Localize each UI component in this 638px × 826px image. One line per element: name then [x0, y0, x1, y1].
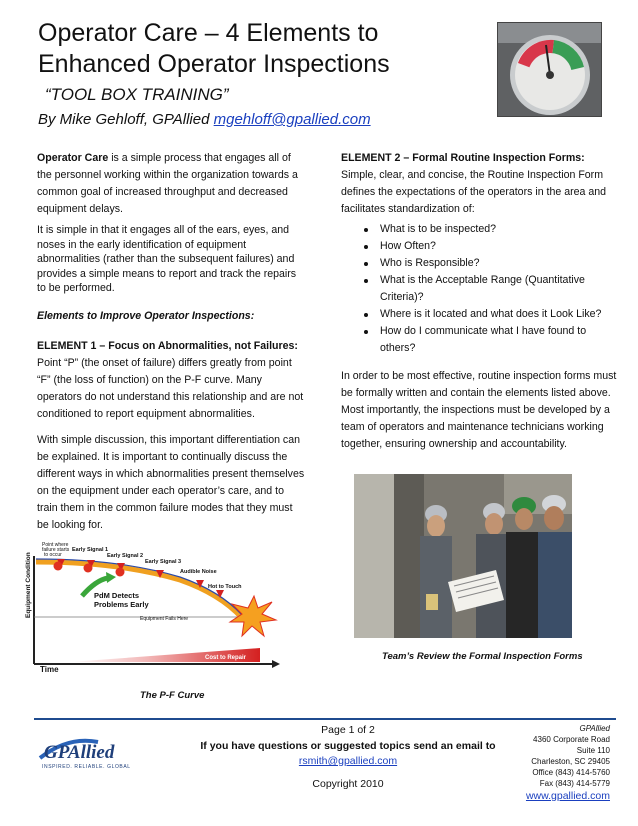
team-review-photo: [354, 474, 572, 638]
bullet-dot: [364, 330, 368, 334]
equipment-fails-label: Equipment Fails Here: [140, 616, 189, 622]
elements-heading: Elements to Improve Operator Inspections:: [37, 310, 255, 322]
page-number: Page 1 of 2: [321, 724, 375, 736]
address-street: 4360 Corporate Road: [533, 735, 610, 744]
bullet-item: What is the Acceptable Range (Quantitative: [380, 274, 585, 286]
forms-paragraph: In order to be most effective, routine inspection forms must be formally written and contain the elements listed above. Most importantly, the inspections must be developed by a team of operators and maintenance technicians working together, ensuring ownership and accountability.: [341, 370, 617, 450]
element-2-text: Simple, clear, and concise, the Routine Inspection Form defines the expectations of the operators in the area and facilitates standardization of:: [341, 169, 607, 215]
address-city: Charleston, SC 29405: [531, 757, 610, 766]
intro-text: is a simple process that engages all of the personnel working within the organization towards a common goal of increased throughput and decreased equipment delays.: [37, 152, 298, 215]
audible-noise-label: Audible Noise: [180, 569, 217, 575]
title-line-1: Operator Care – 4 Elements to: [38, 19, 379, 47]
equipment-condition-axis-label: Equipment Condition: [25, 552, 32, 618]
pf-curve-diagram: [10, 538, 290, 673]
discussion-paragraph: With simple discussion, this important differentiation can be explained. It is important to continually discuss the different ways in which abnormalities present themselves on the equipment under each operator’s care, and to train them in the common failure modes that they must be looking for.: [37, 434, 305, 531]
bullet-dot: [364, 262, 368, 266]
pdm-label-2: Problems Early: [94, 600, 149, 609]
footer-divider: [34, 718, 616, 720]
bullet-dot: [364, 228, 368, 232]
author-email-link[interactable]: mgehloff@gpallied.com: [213, 111, 371, 128]
cost-to-repair-label: Cost to Repair: [205, 655, 247, 661]
simple-paragraph: It is simple in that it engages all of the ears, eyes, and noses in the early identification of equipment abnormalities (rather than the subsequent failures) and provides a simple means to report and track the repairs to be performed.: [37, 224, 297, 294]
contact-email-container: [190, 755, 506, 767]
intro-paragraph: [37, 150, 305, 218]
bullet-item-continued: Criteria)?: [380, 291, 424, 303]
address-suite: Suite 110: [576, 746, 610, 755]
pdm-label-1: PdM Detects: [94, 591, 140, 600]
time-axis-label: Time: [40, 665, 59, 673]
element-1-line1: Point “P” (the onset of failure) differs greatly from point: [37, 357, 292, 369]
signal-3-label: Early Signal 3: [145, 559, 182, 565]
subtitle: “TOOL BOX TRAINING”: [45, 85, 229, 104]
copyright: Copyright 2010: [312, 778, 384, 790]
bullet-item-continued: others?: [380, 342, 416, 354]
bullet-dot: [364, 279, 368, 283]
gpallied-logo: [38, 732, 150, 772]
bullet-item: Where is it located and what does it Look Like?: [380, 308, 602, 320]
photo-caption: Team’s Review the Formal Inspection Forms: [382, 651, 583, 662]
author-line: [38, 111, 371, 128]
address-company: GPAllied: [579, 724, 610, 733]
pf-curve-caption: The P-F Curve: [140, 690, 205, 701]
title-line-2: Enhanced Operator Inspections: [38, 50, 390, 78]
svg-text:failure starts: failure starts: [42, 547, 70, 553]
address-block: [526, 723, 610, 803]
document-title: [38, 18, 390, 80]
pressure-gauge-photo: [497, 22, 602, 117]
element-1-section: [37, 338, 305, 423]
bullet-item: What is to be inspected?: [380, 223, 497, 235]
logo-wordmark: GPAllied: [44, 742, 115, 763]
signal-1-label: Early Signal 1: [72, 547, 109, 553]
bullet-item: How do I communicate what I have found to: [380, 325, 587, 337]
bullet-item: How Often?: [380, 240, 436, 252]
svg-text:to occur: to occur: [44, 552, 62, 558]
point-where-label: Point where: [42, 542, 69, 548]
hot-to-touch-label: Hot to Touch: [208, 584, 242, 590]
author-name: By Mike Gehloff, GPAllied: [38, 111, 210, 128]
bullet-dot: [364, 245, 368, 249]
element-2-section: [341, 150, 617, 218]
questions-text: If you have questions or suggested topics send an email to: [200, 740, 496, 752]
element-2-heading: ELEMENT 2 – Formal Routine Inspection Forms:: [341, 152, 585, 164]
website-link[interactable]: www.gpallied.com: [525, 790, 610, 802]
element-1-text: “F” (the loss of function) on the P-F curve. Many operators do not understand this relationship and are not conditioned to report equipment abnormalities.: [37, 374, 304, 420]
address-office-phone: Office (843) 414-5760: [532, 768, 610, 777]
contact-email-link[interactable]: rsmith@gpallied.com: [298, 755, 398, 767]
operator-care-term: Operator Care: [37, 152, 109, 164]
bullet-dot: [364, 313, 368, 317]
element-1-heading: ELEMENT 1 – Focus on Abnormalities, not Failures:: [37, 340, 298, 352]
address-fax: Fax (843) 414-5779: [539, 779, 610, 788]
logo-tagline: INSPIRED. RELIABLE. GLOBAL: [42, 764, 131, 770]
signal-2-label: Early Signal 2: [107, 553, 144, 559]
bullet-item: Who is Responsible?: [380, 257, 480, 269]
